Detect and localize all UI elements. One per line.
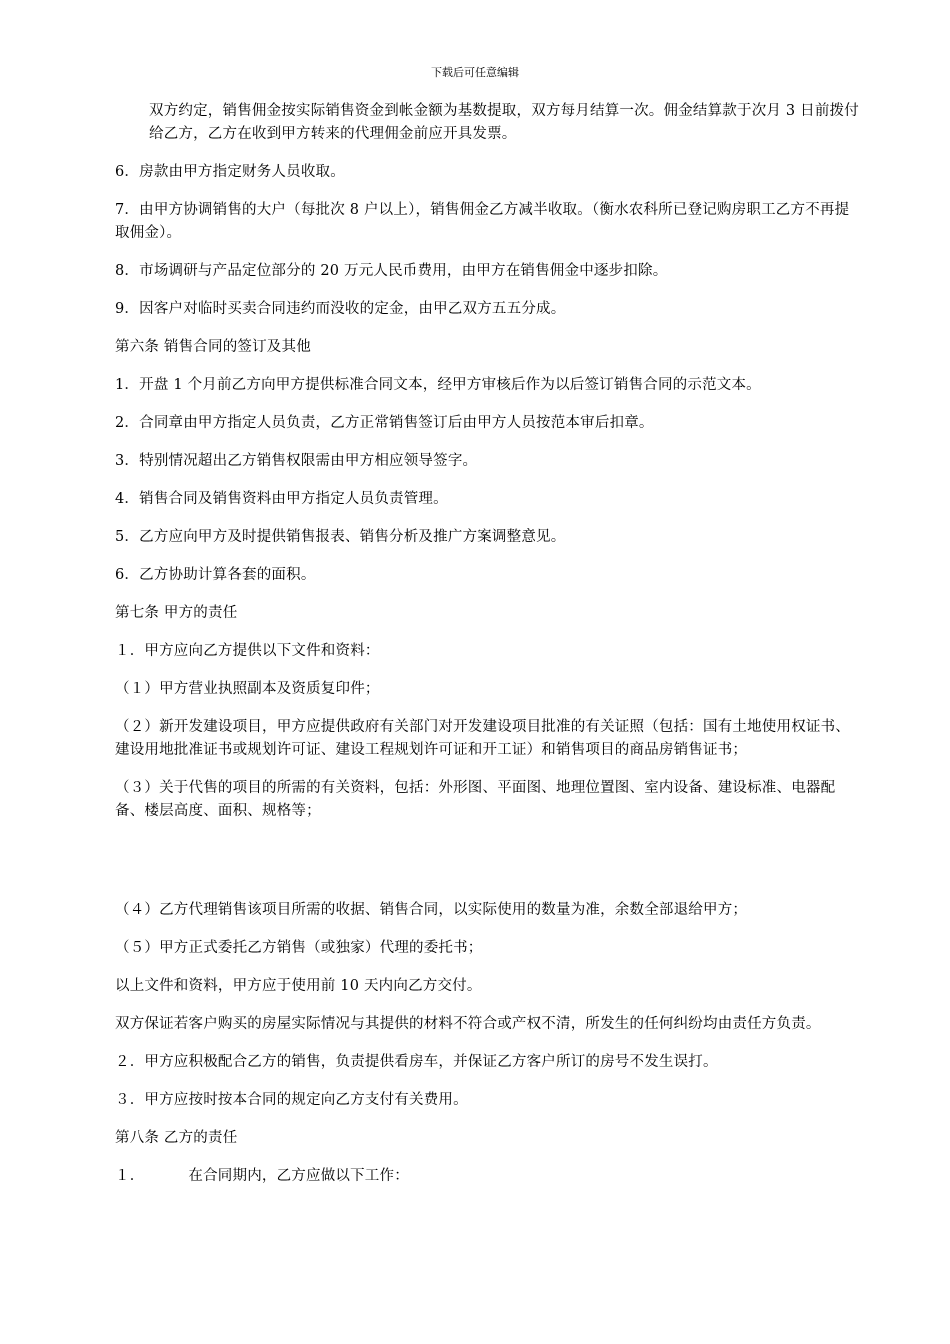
paragraph-dispute-responsibility: 双方保证若客户购买的房屋实际情况与其提供的材料不符合或产权不清，所发生的任何纠纷均由责任方负责。 [115, 1016, 821, 1032]
page-header: 下载后可任意编辑 [431, 66, 519, 79]
paragraph-item-7: 7．由甲方协调销售的大户（每批次 8 户以上），销售佣金乙方减半收取。（衡水农科所已登记购房职工乙方不再提取佣金）。 [115, 202, 850, 241]
paragraph-item-8: 8．市场调研与产品定位部分的 20 万元人民币费用，由甲方在销售佣金中逐步扣除。 [115, 263, 668, 279]
paragraph-item-9: 9．因客户对临时买卖合同违约而没收的定金，由甲乙双方五五分成。 [115, 301, 566, 317]
paragraph-article7-item-3: ３．甲方应按时按本合同的规定向乙方支付有关费用。 [115, 1092, 468, 1108]
paragraph-article8-item-1 [115, 1165, 860, 1188]
section-heading-article-7: 第七条 甲方的责任 [115, 605, 238, 621]
paragraph-article6-item-2: 2．合同章由甲方指定人员负责，乙方正常销售签订后由甲方人员按范本审后扣章。 [115, 415, 654, 431]
item-number: １． [115, 1168, 145, 1184]
paragraph-article7-item-1: １．甲方应向乙方提供以下文件和资料： [115, 643, 380, 659]
paragraph-article6-item-3: 3．特别情况超出乙方销售权限需由甲方相应领导签字。 [115, 453, 478, 469]
paragraph-article7-sub-4: （４）乙方代理销售该项目所需的收据、销售合同，以实际使用的数量为准，余数全部退给甲方； [115, 902, 748, 918]
paragraph-article7-sub-2: （２）新开发建设项目，甲方应提供政府有关部门对开发建设项目批准的有关证照（包括：国有土地使用权证书、建设用地批准证书或规划许可证、建设工程规划许可证和开工证）和销售项目的商品房销售证书； [115, 719, 850, 758]
paragraph-article7-sub-3: （３）关于代售的项目的所需的有关资料，包括：外形图、平面图、地理位置图、室内设备、建设标准、电器配备、楼层高度、面积、规格等； [115, 780, 836, 819]
page-break-gap [115, 838, 860, 899]
paragraph-article7-sub-5: （５）甲方正式委托乙方销售（或独家）代理的委托书； [115, 940, 483, 956]
section-heading-article-6: 第六条 销售合同的签订及其他 [115, 339, 311, 355]
paragraph-article6-item-1: 1．开盘 1 个月前乙方向甲方提供标准合同文本，经甲方审核后作为以后签订销售合同的示范文本。 [115, 377, 761, 393]
paragraph-documents-deadline: 以上文件和资料，甲方应于使用前 10 天内向乙方交付。 [115, 978, 482, 994]
document-body [115, 100, 860, 1203]
paragraph-item-6: 6．房款由甲方指定财务人员收取。 [115, 164, 345, 180]
paragraph-commission-settlement: 双方约定，销售佣金按实际销售资金到帐金额为基数提取，双方每月结算一次。佣金结算款于次月 3 日前拨付给乙方，乙方在收到甲方转来的代理佣金前应开具发票。 [149, 103, 859, 142]
paragraph-article6-item-5: 5．乙方应向甲方及时提供销售报表、销售分析及推广方案调整意见。 [115, 529, 566, 545]
paragraph-article7-sub-1: （１）甲方营业执照副本及资质复印件； [115, 681, 380, 697]
section-heading-article-8: 第八条 乙方的责任 [115, 1130, 238, 1146]
paragraph-article7-item-2: ２．甲方应积极配合乙方的销售，负责提供看房车，并保证乙方客户所订的房号不发生误打。 [115, 1054, 718, 1070]
paragraph-article6-item-6: 6．乙方协助计算各套的面积。 [115, 567, 316, 583]
item-text: 在合同期内，乙方应做以下工作： [188, 1168, 409, 1184]
paragraph-article6-item-4: 4．销售合同及销售资料由甲方指定人员负责管理。 [115, 491, 448, 507]
